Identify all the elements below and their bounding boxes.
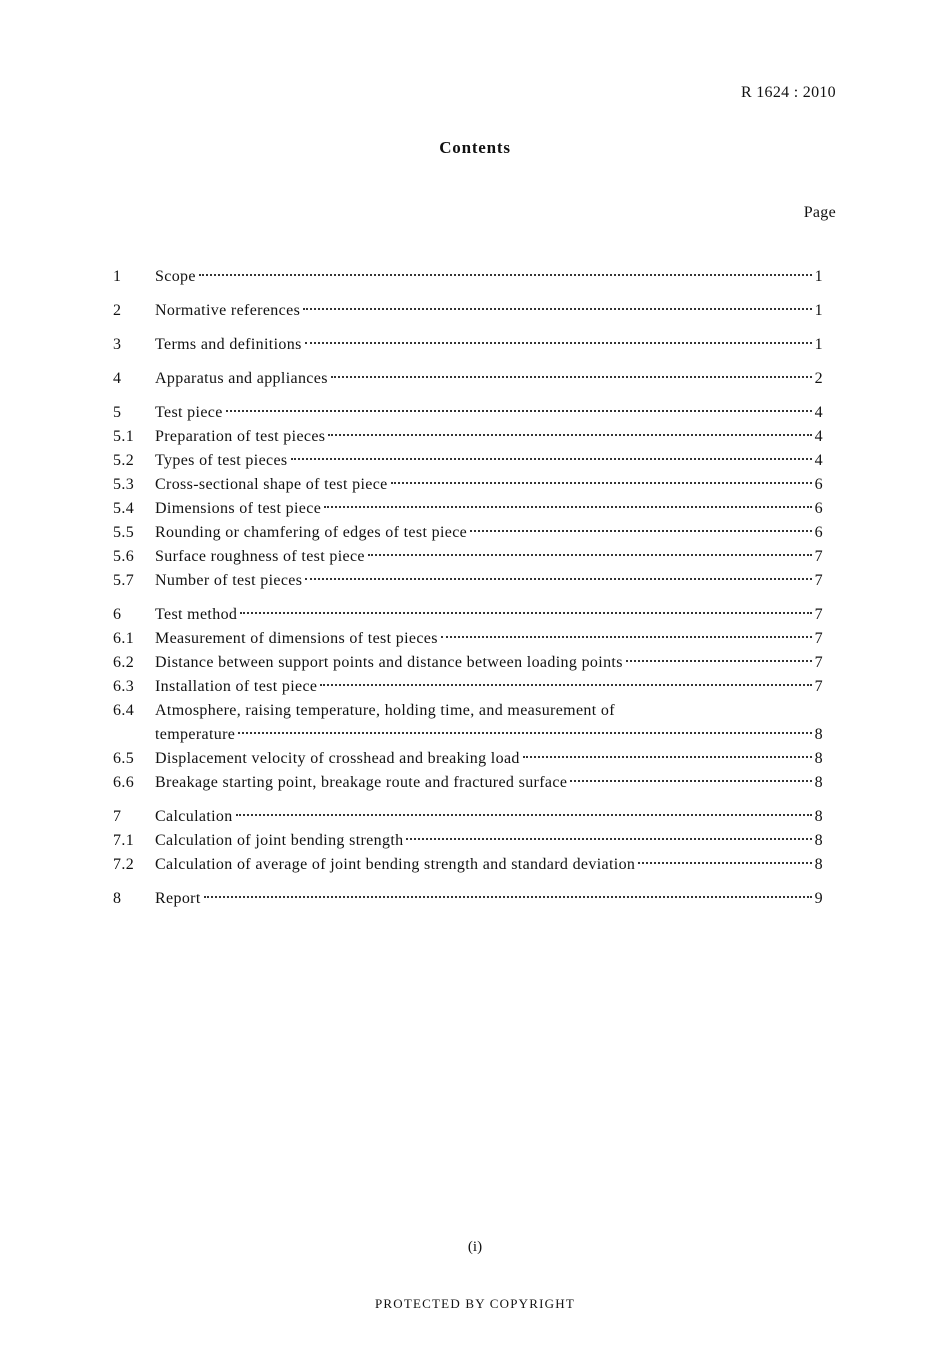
toc-entry-number: 7.1 — [113, 832, 135, 849]
toc-entry[interactable] — [113, 497, 823, 521]
toc-entry[interactable] — [113, 887, 823, 911]
document-number: R 1624 : 2010 — [740, 84, 836, 101]
toc-dot-leader — [331, 376, 812, 378]
toc-entry[interactable] — [113, 603, 823, 627]
toc-entry-title: Test piece — [155, 404, 223, 421]
toc-entry-title: Preparation of test pieces — [155, 428, 326, 445]
toc-dot-leader — [391, 482, 812, 484]
toc-entry[interactable] — [113, 425, 823, 449]
toc-entry-page: 9 — [814, 890, 823, 907]
toc-entry-page: 7 — [814, 548, 823, 565]
page-column-label: Page — [803, 204, 836, 221]
toc-entry-page: 4 — [814, 428, 823, 445]
toc-entry-page: 4 — [814, 404, 823, 421]
toc-entry-page: 1 — [814, 336, 823, 353]
toc-entry-page: 7 — [814, 606, 823, 623]
toc-entry-page: 7 — [814, 678, 823, 695]
toc-entry-number: 6.4 — [113, 702, 135, 719]
toc-entry-continuation[interactable] — [113, 723, 823, 747]
toc-dot-leader — [470, 530, 812, 532]
toc-entry[interactable] — [113, 771, 823, 795]
toc-entry-title: Test method — [155, 606, 238, 623]
toc-dot-leader — [291, 458, 812, 460]
toc-entry-number: 8 — [113, 890, 122, 907]
toc-entry-number: 7 — [113, 808, 122, 825]
toc-entry-title: Cross-sectional shape of test piece — [155, 476, 388, 493]
toc-entry[interactable] — [113, 401, 823, 425]
toc-entry-title: Rounding or chamfering of edges of test piece — [155, 524, 468, 541]
toc-entry[interactable] — [113, 473, 823, 497]
toc-entry-number: 6 — [113, 606, 122, 623]
toc-entry[interactable] — [113, 675, 823, 699]
toc-entry-title: Measurement of dimensions of test pieces — [155, 630, 438, 647]
toc-group — [113, 401, 823, 593]
toc-dot-leader — [238, 732, 811, 734]
toc-entry-title: Scope — [155, 268, 196, 285]
toc-entry-page: 8 — [814, 726, 823, 743]
toc-entry-title: Calculation — [155, 808, 233, 825]
toc-entry-number: 5.6 — [113, 548, 135, 565]
toc-entry-number: 1 — [113, 268, 122, 285]
copyright-notice: PROTECTED BY COPYRIGHT — [375, 1296, 575, 1311]
toc-group — [113, 333, 823, 357]
toc-entry-page: 8 — [814, 750, 823, 767]
toc-dot-leader — [240, 612, 811, 614]
toc-entry-title: Report — [155, 890, 201, 907]
toc-dot-leader — [570, 780, 811, 782]
toc-dot-leader — [441, 636, 812, 638]
toc-entry-number: 5 — [113, 404, 122, 421]
toc-entry-title: Installation of test piece — [155, 678, 318, 695]
toc-entry[interactable] — [113, 627, 823, 651]
toc-entry-page: 7 — [814, 630, 823, 647]
toc-entry-page: 2 — [814, 370, 823, 387]
toc-entry-page: 7 — [814, 654, 823, 671]
toc-entry[interactable] — [113, 299, 823, 323]
toc-dot-leader — [523, 756, 812, 758]
toc-group — [113, 265, 823, 289]
toc-entry[interactable] — [113, 805, 823, 829]
toc-dot-leader — [226, 410, 812, 412]
toc-group — [113, 603, 823, 795]
toc-entry-number: 2 — [113, 302, 122, 319]
toc-group — [113, 367, 823, 391]
toc-dot-leader — [236, 814, 812, 816]
toc-dot-leader — [305, 578, 811, 580]
toc-entry-page: 8 — [814, 774, 823, 791]
toc-entry-title-continued: temperature — [155, 726, 236, 743]
toc-entry-title: Normative references — [155, 302, 301, 319]
toc-dot-leader — [199, 274, 812, 276]
toc-dot-leader — [303, 308, 812, 310]
toc-entry-title: Calculation of average of joint bending strength and standard deviation — [155, 856, 636, 873]
toc-group — [113, 805, 823, 877]
toc-entry-title: Terms and definitions — [155, 336, 302, 353]
toc-entry-page: 8 — [814, 808, 823, 825]
toc-entry-title: Number of test pieces — [155, 572, 303, 589]
toc-entry[interactable] — [113, 853, 823, 877]
toc-entry-number: 5.7 — [113, 572, 135, 589]
toc-entry-page: 6 — [814, 524, 823, 541]
toc-entry[interactable] — [113, 569, 823, 593]
toc-entry-number: 6.3 — [113, 678, 135, 695]
toc-entry-title: Atmosphere, raising temperature, holding time, and measurement of — [155, 702, 615, 719]
toc-entry[interactable] — [113, 545, 823, 569]
toc-entry-title: Breakage starting point, breakage route and fractured surface — [155, 774, 568, 791]
toc-dot-leader — [328, 434, 811, 436]
toc-entry-title: Surface roughness of test piece — [155, 548, 365, 565]
toc-entry-number: 4 — [113, 370, 122, 387]
toc-group — [113, 887, 823, 911]
toc-entry-number: 6.6 — [113, 774, 135, 791]
toc-entry-title: Calculation of joint bending strength — [155, 832, 404, 849]
toc-dot-leader — [324, 506, 811, 508]
toc-entry[interactable] — [113, 333, 823, 357]
toc-entry[interactable] — [113, 449, 823, 473]
toc-entry-title: Dimensions of test piece — [155, 500, 322, 517]
toc-group — [113, 299, 823, 323]
table-of-contents — [113, 265, 823, 921]
toc-entry-number: 3 — [113, 336, 122, 353]
toc-entry-number: 5.4 — [113, 500, 135, 517]
toc-entry[interactable] — [113, 521, 823, 545]
toc-dot-leader — [626, 660, 812, 662]
toc-dot-leader — [320, 684, 811, 686]
toc-entry[interactable] — [113, 265, 823, 289]
toc-entry-number: 6.2 — [113, 654, 135, 671]
toc-entry-title: Types of test pieces — [155, 452, 288, 469]
toc-entry-number: 5.1 — [113, 428, 135, 445]
toc-entry-page: 6 — [814, 476, 823, 493]
toc-entry-number: 7.2 — [113, 856, 135, 873]
toc-entry[interactable] — [113, 699, 823, 723]
toc-entry[interactable] — [113, 829, 823, 853]
toc-dot-leader — [305, 342, 812, 344]
toc-entry[interactable] — [113, 651, 823, 675]
toc-entry-page: 8 — [814, 832, 823, 849]
toc-entry-page: 6 — [814, 500, 823, 517]
toc-dot-leader — [406, 838, 811, 840]
toc-entry-number: 6.5 — [113, 750, 135, 767]
toc-dot-leader — [638, 862, 811, 864]
toc-entry-page: 1 — [814, 268, 823, 285]
toc-entry-title: Apparatus and appliances — [155, 370, 328, 387]
toc-entry-number: 5.3 — [113, 476, 135, 493]
toc-dot-leader — [368, 554, 812, 556]
toc-entry-number: 5.5 — [113, 524, 135, 541]
toc-entry[interactable] — [113, 747, 823, 771]
page-title: Contents — [439, 138, 511, 157]
toc-entry-page: 4 — [814, 452, 823, 469]
toc-entry-page: 8 — [814, 856, 823, 873]
toc-entry-number: 6.1 — [113, 630, 135, 647]
toc-entry-page: 1 — [814, 302, 823, 319]
toc-entry-number: 5.2 — [113, 452, 135, 469]
toc-entry[interactable] — [113, 367, 823, 391]
page-folio: (i) — [467, 1239, 483, 1255]
toc-entry-title: Displacement velocity of crosshead and breaking load — [155, 750, 520, 767]
toc-dot-leader — [204, 896, 812, 898]
toc-entry-title: Distance between support points and distance between loading points — [155, 654, 623, 671]
toc-entry-page: 7 — [814, 572, 823, 589]
